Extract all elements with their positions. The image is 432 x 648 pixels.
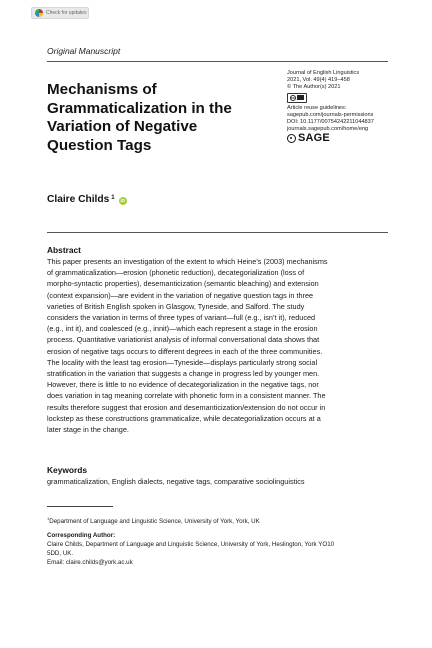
abstract-line: stratification in the variation that suggests a change in progress led by younger men. xyxy=(47,369,320,379)
journal-url-link[interactable]: journals.sagepub.com/home/eng xyxy=(287,126,369,133)
abstract-line: However, there is little to no evidence of decategorialization in the negative tags, nor xyxy=(47,380,319,390)
crossmark-icon xyxy=(35,9,43,17)
reuse-label: Article reuse guidelines: xyxy=(287,104,347,111)
header-rule xyxy=(47,61,388,62)
journal-name: Journal of English Linguistics xyxy=(287,70,360,76)
abstract-line: morpho-syntactic properties), desemanticization (semantic bleaching) and extension xyxy=(47,279,319,289)
journal-info xyxy=(287,70,399,143)
abstract-line: considers the variation in terms of three types of variant—full (e.g., isn’t it), reduced xyxy=(47,313,316,323)
orcid-icon[interactable]: iD xyxy=(120,198,125,203)
abstract-line: lockstep as these constructions grammaticalize, while decategorialization occurs at a xyxy=(47,413,321,423)
abstract-heading: Abstract xyxy=(47,245,81,255)
abstract-line: process. Quantitative variationist analysis of informal conversational data shows that xyxy=(47,335,320,345)
sage-wordmark: SAGE xyxy=(298,132,330,145)
sage-icon xyxy=(287,134,296,143)
title-line: Mechanisms of xyxy=(47,81,157,98)
abstract-body xyxy=(47,256,388,435)
abstract-line: later stage in the change. xyxy=(47,425,129,435)
abstract-line: The locality with the least tag erosion—Tyneside—displays particularly strong social xyxy=(47,357,318,367)
affiliation-footnote xyxy=(47,514,260,526)
title-line: Grammaticalization in the xyxy=(47,99,232,117)
author-rule xyxy=(47,232,388,233)
author-affil-mark: 1 xyxy=(111,195,115,201)
keywords-heading: Keywords xyxy=(47,465,88,475)
author-name: Claire Childs xyxy=(47,194,110,205)
abstract-line: does variation in tag meaning correlate with phonetic form in a consistent manner. The xyxy=(47,391,326,401)
abstract-line: erosion of negative tags occurs to different degrees in each of the three communities. xyxy=(47,346,323,356)
cc-by-icon: cc xyxy=(287,93,307,103)
journal-volume: 2021, Vol. 49(4) 419–458 xyxy=(287,77,350,84)
doi-link[interactable]: DOI: 10.1177/00754242211044837 xyxy=(287,119,374,126)
corresponding-email[interactable]: Email: claire.childs@york.ac.uk xyxy=(47,559,133,566)
corresponding-line: 5DD, UK. xyxy=(47,550,74,557)
author-line xyxy=(47,194,127,205)
abstract-line: (e.g., int it), and coalesced (e.g., innit)—which each represent a stage in the erosion xyxy=(47,324,318,334)
abstract-line: (context expansion)—are evident in the variation of negative question tags in three xyxy=(47,290,314,300)
check-for-updates-badge[interactable] xyxy=(31,7,89,19)
title-line: Question Tags xyxy=(47,136,152,154)
journal-copyright: © The Author(s) 2021 xyxy=(287,84,341,91)
article-title xyxy=(47,81,272,155)
corresponding-line: Claire Childs, Department of Language and Linguistic Science, University of York, Heslington, York YO10 xyxy=(47,541,335,548)
reuse-link[interactable]: sagepub.com/journals-permissions xyxy=(287,111,374,118)
sage-logo xyxy=(287,134,399,143)
badge-label: Check for updates xyxy=(46,10,87,16)
abstract-line: of grammaticalization—erosion (phonetic reduction), decategorialization (loss of xyxy=(47,268,305,278)
abstract-line: varieties of British English spoken in Glasgow, Tyneside, and Salford. The study xyxy=(47,301,305,311)
affiliation-mark: 1 xyxy=(47,516,50,521)
keywords-text: grammaticalization, English dialects, negative tags, comparative sociolinguistics xyxy=(47,477,305,486)
affiliation-text: Department of Language and Linguistic Science, University of York, York, UK xyxy=(49,518,260,526)
abstract-line: This paper presents an investigation of the extent to which Heine’s (2003) mechanisms xyxy=(47,257,328,266)
title-line: Variation of Negative xyxy=(47,118,198,136)
article-type: Original Manuscript xyxy=(47,46,121,56)
abstract-line: results therefore suggest that erosion and desemanticization/extension do not occur in xyxy=(47,402,326,412)
footnote-rule xyxy=(47,506,113,507)
corresponding-heading: Corresponding Author: xyxy=(47,532,116,539)
